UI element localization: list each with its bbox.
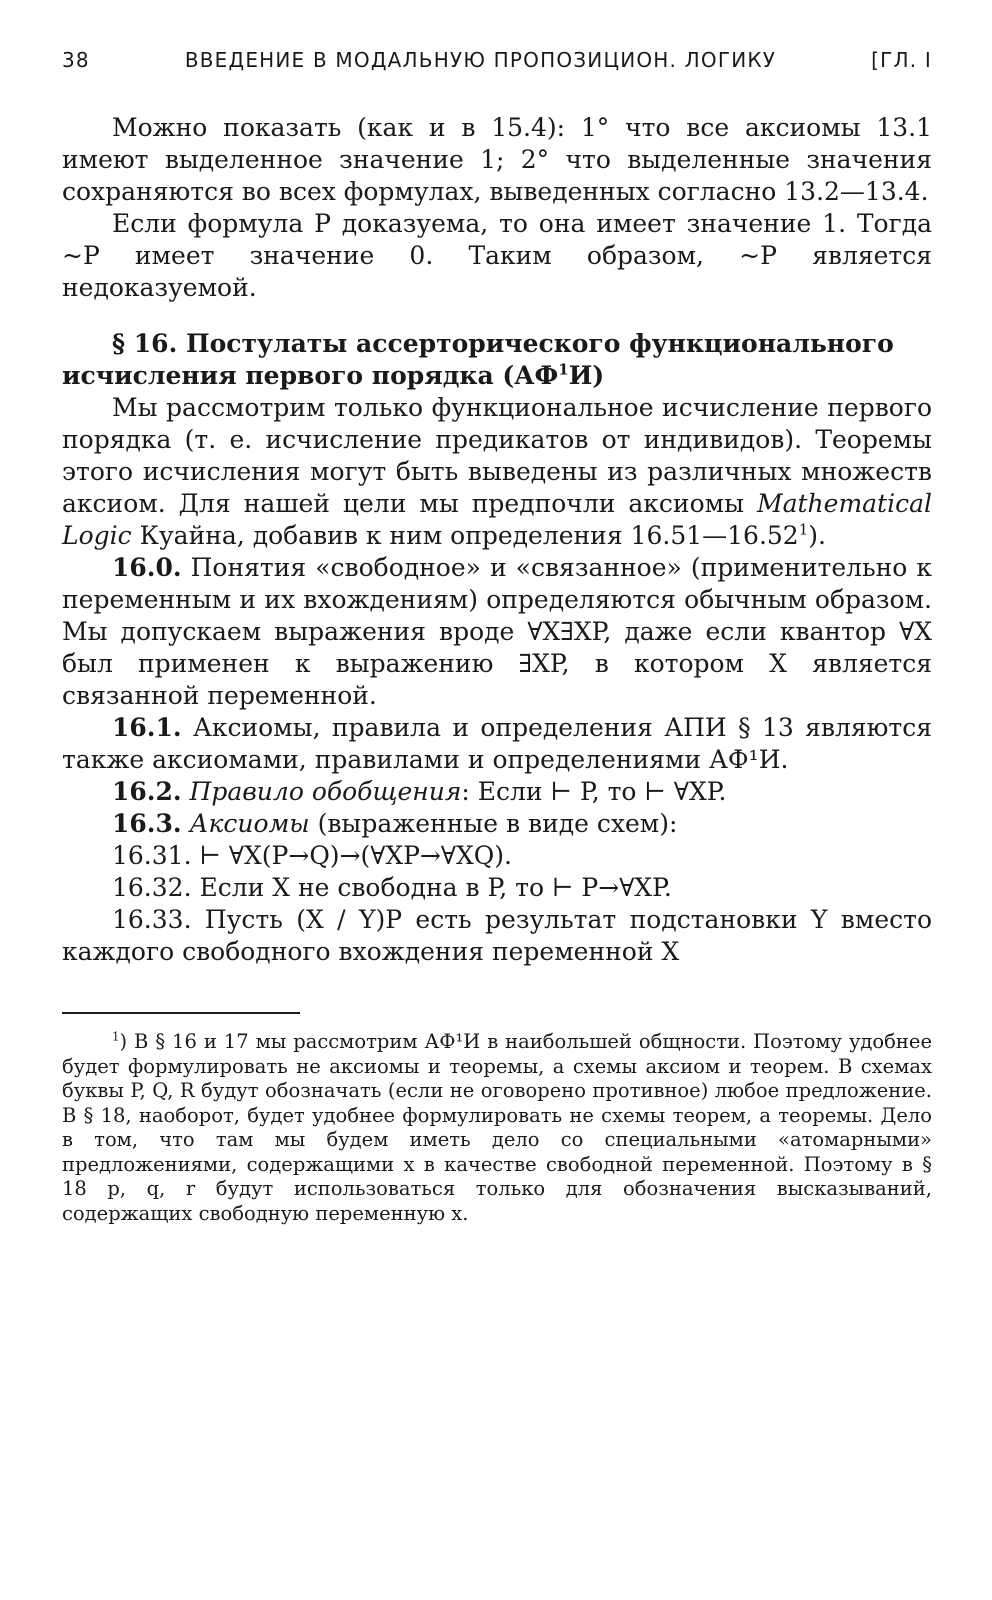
section-heading-line: И) bbox=[568, 361, 605, 390]
footnote-text: ) В § 16 и 17 мы рассмотрим АФ¹И в наибольшей общности. Поэтому удобнее будет формулировать не аксиомы и теоремы, а схемы аксиом и теорем. В схемах буквы P, Q, R будут обозначать (если не оговорено противное) любое предложение. В § 18, наоборот, будет удобнее формулировать не схемы теорем, а теоремы. Дело в том, что там мы будем иметь дело со специальными «атомарными» предложениями, содержащими x в качестве свободной переменной. Поэтому в § 18 p, q, r будут использоваться только для обозначения высказываний, содержащих свободную переменную x. bbox=[62, 1030, 932, 1225]
page-number: 38 bbox=[62, 48, 90, 72]
item-16-3 bbox=[62, 808, 932, 840]
chapter-marker: [ГЛ. I bbox=[871, 48, 932, 72]
paragraph-text: Мы рассмотрим только функциональное исчисление первого порядка (т. е. исчисление предикатов от индивидов). Теоремы этого исчисления могут быть выведены из различных множеств аксиом. Для нашей цели мы предпочли аксиомы bbox=[62, 393, 932, 518]
paragraph-text: ). bbox=[808, 521, 826, 550]
item-text: : Если ⊢ P, то ⊢ ∀XP. bbox=[461, 777, 727, 806]
item-16-0 bbox=[62, 552, 932, 712]
footnote bbox=[62, 1030, 932, 1226]
item-16-32: 16.32. Если X не свободна в P, то ⊢ P→∀XP. bbox=[112, 873, 672, 902]
item-16-1 bbox=[62, 712, 932, 776]
footnote-ref: 1 bbox=[558, 360, 569, 379]
book-page bbox=[62, 48, 932, 1226]
paragraph: Если формула P доказуема, то она имеет значение 1. Тогда ~P имеет значение 0. Таким образом, ~P является недоказуемой. bbox=[62, 209, 932, 302]
item-text: (выраженные в виде схем): bbox=[309, 809, 678, 838]
item-text: Понятия «свободное» и «связанное» (применительно к переменным и их вхождениям) определяются обычным образом. Мы допускаем выражения вроде ∀X∃XP, даже если квантор ∀X был применен к выражению ∃XP, в котором X является связанной переменной. bbox=[62, 553, 932, 710]
section-heading-line: § 16. Постулаты ассерторического функционального bbox=[112, 329, 894, 358]
paragraph-text: Куайна, добавив к ним определения 16.51—16.52 bbox=[131, 521, 799, 550]
footnote-divider bbox=[62, 1012, 300, 1014]
book-title: Mathematical Logic bbox=[62, 489, 932, 550]
footnote-mark: 1 bbox=[112, 1029, 120, 1044]
section-heading-line: исчисления первого порядка (АФ bbox=[62, 361, 559, 390]
item-16-2 bbox=[62, 776, 932, 808]
paragraph: Можно показать (как и в 15.4): 1° что все аксиомы 13.1 имеют выделенное значение 1; 2° что выделенные значения сохраняются во всех формулах, выведенных согласно 13.2—13.4. bbox=[62, 113, 932, 206]
item-label: Правило обобщения bbox=[189, 777, 462, 806]
item-number: 16.2. bbox=[112, 777, 182, 806]
running-head bbox=[62, 48, 932, 72]
item-label: Аксиомы bbox=[189, 809, 310, 838]
item-16-31: 16.31. ⊢ ∀X(P→Q)→(∀XP→∀XQ). bbox=[112, 841, 512, 870]
footnote-ref: 1 bbox=[798, 520, 809, 539]
item-number: 16.3. bbox=[112, 809, 182, 838]
main-text bbox=[62, 112, 932, 968]
running-title: ВВЕДЕНИЕ В МОДАЛЬНУЮ ПРОПОЗИЦИОН. ЛОГИКУ bbox=[184, 48, 777, 72]
section-heading bbox=[62, 328, 932, 392]
paragraph bbox=[62, 392, 932, 552]
item-number: 16.0. bbox=[112, 553, 182, 582]
item-16-33: 16.33. Пусть (X / Y)P есть результат подстановки Y вместо каждого свободного вхождения переменной X bbox=[62, 905, 932, 966]
item-text: Аксиомы, правила и определения АПИ § 13 являются также аксиомами, правилами и определениями АФ¹И. bbox=[62, 713, 932, 774]
item-number: 16.1. bbox=[112, 713, 182, 742]
